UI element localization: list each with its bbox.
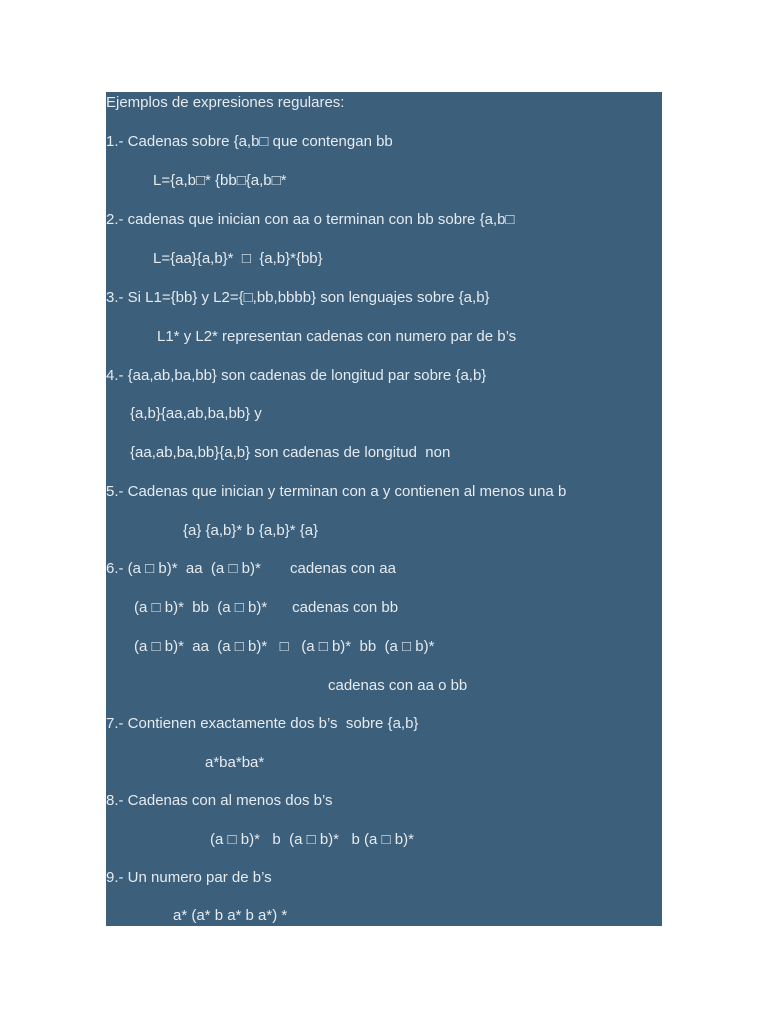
example-6-line-2: (a □ b)* bb (a □ b)* cadenas con bb [134, 599, 399, 616]
example-9-expression: a* (a* b a* b a*) * [173, 907, 288, 924]
example-8-title: 8.- Cadenas con al menos dos b’s [106, 792, 333, 809]
example-4-line-3: {aa,ab,ba,bb}{a,b} son cadenas de longitud non [130, 444, 451, 461]
example-3-title: 3.- Si L1={bb} y L2={□,bb,bbbb} son lenguajes sobre {a,b} [106, 289, 490, 306]
example-5-expression: {a} {a,b}* b {a,b}* {a} [183, 522, 319, 539]
example-9-title: 9.- Un numero par de b’s [106, 869, 272, 886]
example-4-line-2: {a,b}{aa,ab,ba,bb} y [130, 405, 262, 422]
example-1-title: 1.- Cadenas sobre {a,b□ que contengan bb [106, 133, 393, 150]
example-3-note: L1* y L2* representan cadenas con numero par de b’s [157, 328, 517, 345]
example-7-title: 7.- Contienen exactamente dos b’s sobre {a,b} [106, 715, 419, 732]
document-panel [106, 92, 662, 926]
example-6-line-4: cadenas con aa o bb [328, 677, 468, 694]
example-6-title: 6.- (a □ b)* aa (a □ b)* cadenas con aa [106, 560, 396, 577]
example-5-title: 5.- Cadenas que inician y terminan con a y contienen al menos una b [106, 483, 567, 500]
example-4-title: 4.- {aa,ab,ba,bb} son cadenas de longitud par sobre {a,b} [106, 367, 487, 384]
doc-heading: Ejemplos de expresiones regulares: [106, 94, 345, 111]
example-8-expression: (a □ b)* b (a □ b)* b (a □ b)* [210, 831, 414, 848]
example-6-line-3: (a □ b)* aa (a □ b)* □ (a □ b)* bb (a □ b)* [134, 638, 435, 655]
example-2-expression: L={aa}{a,b}* □ {a,b}*{bb} [153, 250, 323, 267]
example-2-title: 2.- cadenas que inician con aa o terminan con bb sobre {a,b□ [106, 211, 515, 228]
example-7-expression: a*ba*ba* [205, 754, 265, 771]
example-1-expression: L={a,b□* {bb□{a,b□* [153, 172, 287, 189]
